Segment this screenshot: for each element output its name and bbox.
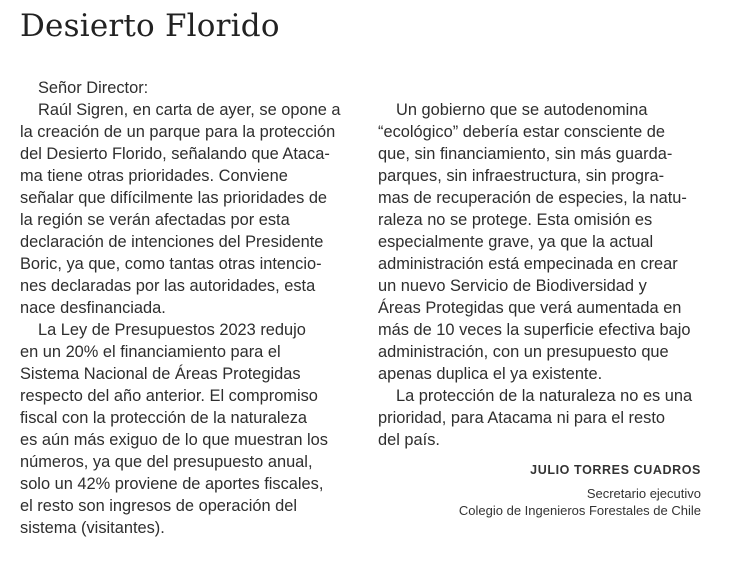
text-line: Señor Director: xyxy=(38,79,149,97)
text-line: del Desierto Florido, señalando que Ataca- xyxy=(20,145,330,163)
text-line: la creación de un parque para la protección xyxy=(20,123,336,141)
text-line: fiscal con la protección de la naturaleza xyxy=(20,409,308,427)
text-line: un nuevo Servicio de Biodiversidad y xyxy=(378,277,647,295)
text-line: raleza no se protege. Esta omisión es xyxy=(378,211,653,229)
text-line: el resto son ingresos de operación del xyxy=(20,497,297,515)
right-column xyxy=(378,99,708,451)
text-line: “ecológico” debería estar consciente de xyxy=(378,123,666,141)
text-line: sistema (visitantes). xyxy=(20,519,165,537)
text-line: mas de recuperación de especies, la natu- xyxy=(378,189,687,207)
left-column xyxy=(20,77,366,539)
text-line: Sistema Nacional de Áreas Protegidas xyxy=(20,365,301,383)
text-line: declaración de intenciones del Presidente xyxy=(20,233,324,251)
text-line: parques, sin infraestructura, sin progra- xyxy=(378,167,665,185)
text-line: especialmente grave, ya que la actual xyxy=(378,233,654,251)
text-line: más de 10 veces la superficie efectiva bajo xyxy=(378,321,691,339)
text-line: administración está empecinada en crear xyxy=(378,255,678,273)
text-line: administración, con un presupuesto que xyxy=(378,343,669,361)
text-line: Boric, ya que, como tantas otras intencio- xyxy=(20,255,322,273)
signature-role: Secretario ejecutivo xyxy=(586,486,701,501)
text-line: solo un 42% proviene de aportes fiscales, xyxy=(20,475,324,493)
text-line: nace desfinanciada. xyxy=(20,299,166,317)
text-line: Un gobierno que se autodenomina xyxy=(396,101,648,119)
headline: Desierto Florido xyxy=(20,8,280,44)
signature-organization: Colegio de Ingenieros Forestales de Chile xyxy=(458,503,701,518)
text-line: apenas duplica el ya existente. xyxy=(378,365,603,383)
text-line: ma tiene otras prioridades. Conviene xyxy=(20,167,288,185)
text-line: es aún más exiguo de lo que muestran los xyxy=(20,431,328,449)
text-line: La Ley de Presupuestos 2023 redujo xyxy=(38,321,306,339)
text-line: Raúl Sigren, en carta de ayer, se opone a xyxy=(38,101,341,119)
text-line: señalar que difícilmente las prioridades de xyxy=(20,189,328,207)
text-line: números, ya que del presupuesto anual, xyxy=(20,453,313,471)
signature-name: JULIO TORRES CUADROS xyxy=(530,463,701,477)
text-line: La protección de la naturaleza no es una xyxy=(396,387,693,405)
text-line: Áreas Protegidas que verá aumentada en xyxy=(378,299,682,317)
text-line: del país. xyxy=(378,431,440,449)
text-line: prioridad, para Atacama ni para el resto xyxy=(378,409,665,427)
text-line: que, sin financiamiento, sin más guarda- xyxy=(378,145,673,163)
text-line: respecto del año anterior. El compromiso xyxy=(20,387,318,405)
text-line: la región se verán afectadas por esta xyxy=(20,211,290,229)
text-line: en un 20% el financiamiento para el xyxy=(20,343,281,361)
text-line: nes declaradas por las autoridades, esta xyxy=(20,277,316,295)
